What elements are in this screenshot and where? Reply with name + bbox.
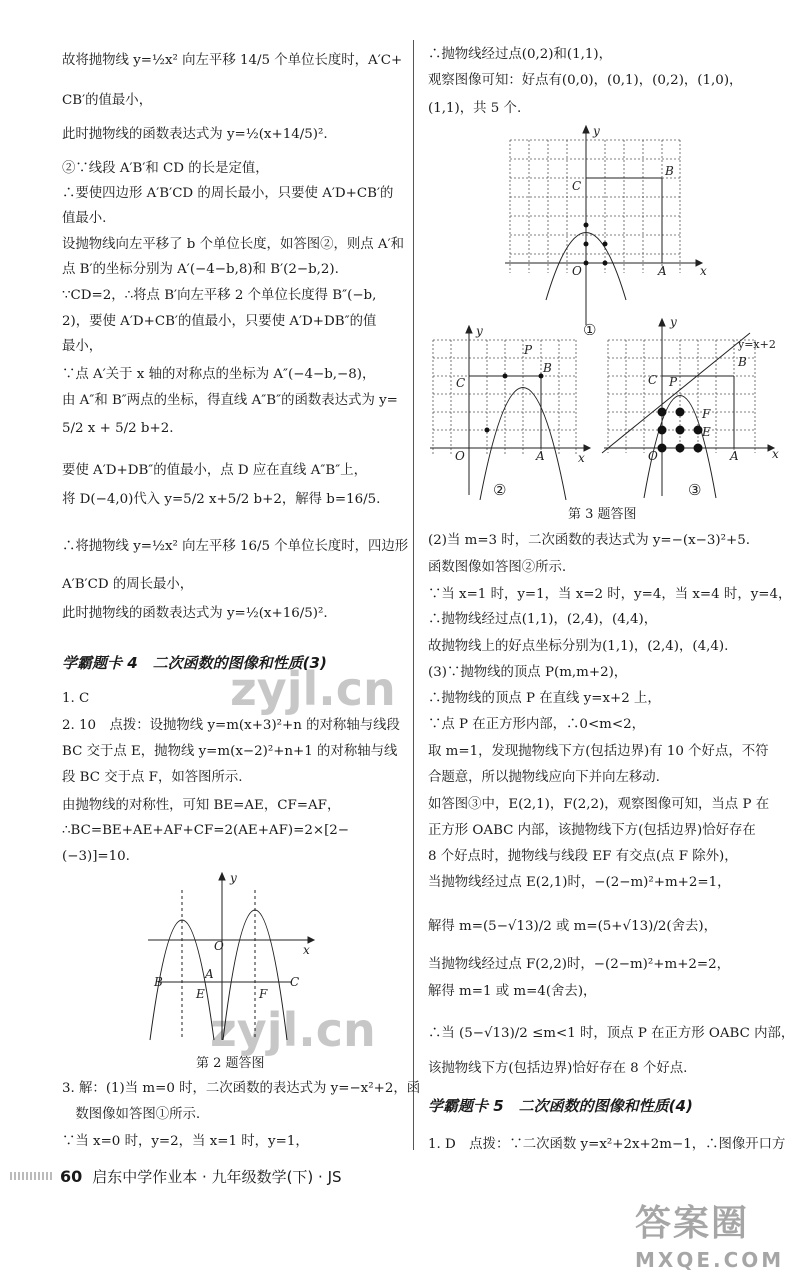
left-text-line: 5/2 x + 5/2 b+2. bbox=[62, 421, 174, 436]
left-text-line: 点 B′的坐标分别为 A′(−4−b,8)和 B′(2−b,2). bbox=[62, 262, 339, 277]
right-text-line: 正方形 OABC 内部，该抛物线下方(包括边界)恰好存在 bbox=[428, 823, 756, 838]
svg-text:C: C bbox=[456, 376, 466, 390]
left-text-line: 2)，要使 A′D+CB′的值最小，只要使 A′D+DB″的值 bbox=[62, 314, 377, 329]
figure-1-label: ① bbox=[583, 321, 597, 335]
svg-text:E: E bbox=[702, 425, 711, 439]
left-text-line: 此时抛物线的函数表达式为 y=½(x+16/5)². bbox=[62, 606, 328, 621]
figure-3 bbox=[600, 318, 785, 500]
svg-text:x: x bbox=[700, 264, 707, 278]
right-text-line: 1. D 点拨：∵二次函数 y=x²+2x+2m−1，∴图像开口方 bbox=[428, 1137, 786, 1152]
right-text-line: ∴抛物线的顶点 P 在直线 y=x+2 上， bbox=[428, 691, 661, 706]
svg-text:C: C bbox=[572, 179, 582, 193]
left-text-line: 此时抛物线的函数表达式为 y=½(x+14/5)². bbox=[62, 127, 328, 142]
label-x: x bbox=[303, 943, 310, 957]
right-text-line: (3)∵抛物线的顶点 P(m,m+2)， bbox=[428, 665, 628, 680]
watermark-1: zyjl.cn bbox=[230, 662, 396, 716]
right-text-line: 观察图像可知：好点有(0,0)，(0,1)，(0,2)，(1,0)， bbox=[428, 73, 743, 88]
svg-text:B: B bbox=[543, 361, 552, 375]
left-text-line: 设抛物线向左平移了 b 个单位长度，如答图②，则点 A′和 bbox=[62, 237, 405, 252]
figure-3-label: ③ bbox=[688, 481, 702, 499]
right-text-line: 合题意，所以抛物线应向下并向左移动. bbox=[428, 770, 660, 785]
right-text-line: 该抛物线下方(包括边界)恰好存在 8 个好点. bbox=[428, 1061, 688, 1076]
label-F: F bbox=[259, 987, 268, 1001]
left-text-line: A′B′CD 的周长最小， bbox=[62, 577, 194, 592]
left-text-line: ∵当 x=0 时，y=2，当 x=1 时，y=1， bbox=[62, 1134, 309, 1149]
svg-text:O: O bbox=[572, 264, 582, 278]
figure-2 bbox=[428, 325, 598, 500]
left-text-line: 由 A″和 B″两点的坐标，得直线 A″B″的函数表达式为 y= bbox=[62, 393, 398, 408]
svg-text:C: C bbox=[648, 373, 658, 387]
left-text-line: ∴将抛物线 y=½x² 向左平移 16/5 个单位长度时，四边形 bbox=[62, 539, 409, 554]
right-text-line: (2)当 m=3 时，二次函数的表达式为 y=−(x−3)²+5. bbox=[428, 533, 750, 548]
left-text-line: ∵点 A′关于 x 轴的对称点的坐标为 A″(−4−b,−8)， bbox=[62, 367, 376, 382]
svg-text:O: O bbox=[455, 449, 465, 463]
label-O: O bbox=[214, 939, 224, 953]
label-C: C bbox=[290, 975, 300, 989]
fig2-caption: 第 2 题答图 bbox=[196, 1056, 265, 1071]
left-text-line: ∴要使四边形 A′B′CD 的周长最小，只要使 A′D+CB′的 bbox=[62, 186, 394, 201]
left-text-line: ②∵线段 A′B′和 CD 的长是定值， bbox=[62, 161, 269, 176]
figure-1 bbox=[500, 125, 710, 335]
watermark-2: zyjl.cn bbox=[210, 1003, 376, 1057]
right-text-line: 解得 m=1 或 m=4(舍去)， bbox=[428, 984, 597, 999]
svg-text:A: A bbox=[658, 264, 667, 278]
footer-dots bbox=[10, 1172, 52, 1180]
right-text-line: 函数图像如答图②所示. bbox=[428, 560, 567, 575]
page-footer bbox=[60, 1166, 342, 1187]
label-B: B bbox=[154, 975, 163, 989]
svg-text:y: y bbox=[593, 125, 600, 138]
svg-text:A: A bbox=[536, 449, 545, 463]
fig3-caption: 第 3 题答图 bbox=[568, 507, 637, 522]
svg-text:x: x bbox=[772, 447, 779, 461]
line-label: y=x+2 bbox=[738, 338, 776, 351]
svg-text:F: F bbox=[702, 407, 711, 421]
left-text-line: CB′的值最小， bbox=[62, 93, 153, 108]
left-text-line: 2. 10 点拨：设抛物线 y=m(x+3)²+n 的对称轴与线段 bbox=[62, 718, 400, 733]
right-text-line: 解得 m=(5−√13)/2 或 m=(5+√13)/2(舍去)， bbox=[428, 919, 717, 934]
right-text-line: ∴抛物线经过点(0,2)和(1,1)， bbox=[428, 47, 613, 62]
left-text-line: 要使 A′D+DB″的值最小，点 D 应在直线 A″B″上， bbox=[62, 463, 367, 478]
left-text-line: 3. 解：(1)当 m=0 时，二次函数的表达式为 y=−x²+2，函 bbox=[62, 1081, 421, 1096]
left-text-line: BC 交于点 E，抛物线 y=m(x−2)²+n+1 的对称轴与线 bbox=[62, 744, 398, 759]
right-text-line: 取 m=1，发现抛物线下方(包括边界)有 10 个好点，不符 bbox=[428, 744, 769, 759]
svg-text:y: y bbox=[476, 325, 483, 338]
left-text-line: ∴BC=BE+AE+AF+CF=2(AE+AF)=2×[2− bbox=[62, 823, 350, 838]
svg-text:B: B bbox=[665, 164, 674, 178]
svg-text:x: x bbox=[578, 451, 585, 465]
svg-text:P: P bbox=[524, 343, 533, 357]
left-text-line: 1. C bbox=[62, 691, 90, 706]
left-text-line: 将 D(−4,0)代入 y=5/2 x+5/2 b+2，解得 b=16/5. bbox=[62, 492, 381, 507]
page-number: 60 bbox=[60, 1167, 83, 1186]
figure-2-label: ② bbox=[493, 481, 507, 499]
svg-text:P: P bbox=[669, 375, 678, 389]
right-text-line: 故抛物线上的好点坐标分别为(1,1)，(2,4)，(4,4). bbox=[428, 639, 729, 654]
left-text-line: ∵CD=2，∴将点 B′向左平移 2 个单位长度得 B″(−b, bbox=[62, 288, 377, 303]
svg-text:y: y bbox=[670, 318, 677, 329]
svg-text:O: O bbox=[648, 449, 658, 463]
left-text-line: 段 BC 交于点 F，如答图所示. bbox=[62, 770, 243, 785]
svg-text:A: A bbox=[730, 449, 739, 463]
column-divider bbox=[413, 40, 414, 1150]
right-text-line: ∴抛物线经过点(1,1)，(2,4)，(4,4)， bbox=[428, 612, 658, 627]
left-text-line: 故将抛物线 y=½x² 向左平移 14/5 个单位长度时，A′C+ bbox=[62, 53, 403, 68]
left-text-line: 数图像如答图①所示. bbox=[62, 1107, 201, 1122]
section-header-4: 学霸题卡 4 二次函数的图像和性质(3) bbox=[62, 654, 327, 672]
right-text-line: 8 个好点时，抛物线与线段 EF 有交点(点 F 除外)， bbox=[428, 849, 738, 864]
label-E: E bbox=[196, 987, 205, 1001]
right-text-line: ∴当 (5−√13)/2 ≤m<1 时，顶点 P 在正方形 OABC 内部， bbox=[428, 1026, 795, 1041]
right-text-line: 当抛物线经过点 E(2,1)时，−(2−m)²+m+2=1， bbox=[428, 875, 731, 890]
left-text-line: (−3)]=10. bbox=[62, 849, 130, 864]
left-text-line: 由抛物线的对称性，可知 BE=AE，CF=AF， bbox=[62, 798, 341, 813]
book-title: 启东中学作业本 · 九年级数学(下) · JS bbox=[92, 1168, 342, 1186]
svg-text:B: B bbox=[738, 355, 747, 369]
right-text-line: ∵当 x=1 时，y=1，当 x=2 时，y=4，当 x=4 时，y=4， bbox=[428, 587, 792, 602]
left-text-line: 值最小. bbox=[62, 211, 107, 226]
site-stamp: 答案圈 MXQE.COM bbox=[635, 1203, 785, 1272]
right-text-line: ∵点 P 在正方形内部，∴0<m<2， bbox=[428, 717, 645, 732]
section-header-5: 学霸题卡 5 二次函数的图像和性质(4) bbox=[428, 1097, 693, 1115]
right-text-line: 当抛物线经过点 F(2,2)时，−(2−m)²+m+2=2， bbox=[428, 957, 731, 972]
right-text-line: (1,1)，共 5 个. bbox=[428, 101, 522, 116]
label-A: A bbox=[205, 967, 214, 981]
label-y: y bbox=[230, 871, 237, 885]
left-text-line: 最小， bbox=[62, 339, 103, 354]
right-text-line: 如答图③中，E(2,1)，F(2,2)，观察图像可知，当点 P 在 bbox=[428, 797, 770, 812]
